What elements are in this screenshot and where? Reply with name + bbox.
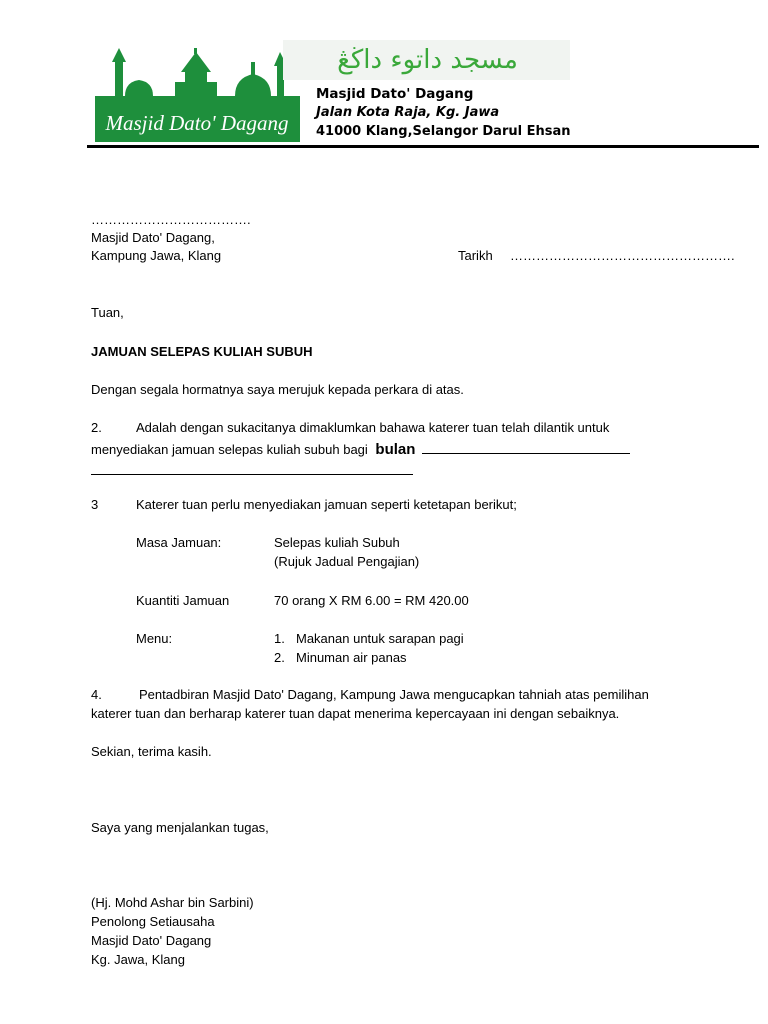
menu-item-2: Minuman air panas — [296, 650, 407, 665]
kuantiti-value: 70 orang X RM 6.00 = RM 420.00 — [274, 593, 469, 608]
para4-line2: katerer tuan dan berharap katerer tuan dapat menerima kepercayaan ini dengan sebaiknya. — [91, 706, 620, 721]
jawi-title: مسجد داتوء داڬڠ — [337, 45, 518, 75]
logo-caption: Masjid Dato' Dagang — [105, 111, 289, 135]
bulan-label: bulan — [375, 441, 416, 458]
menu-item-1: Makanan untuk sarapan pagi — [296, 631, 464, 646]
menu-label: Menu: — [136, 631, 173, 646]
header-mosque-name: Masjid Dato' Dagang — [316, 86, 474, 102]
header-address-line2: 41000 Klang,Selangor Darul Ehsan — [316, 124, 571, 139]
mosque-logo — [95, 48, 300, 142]
masa-label: Masa Jamuan: — [136, 535, 222, 550]
para3-text: Katerer tuan perlu menyediakan jamuan seperti ketetapan berikut; — [136, 497, 517, 512]
para2-line2 — [91, 441, 630, 458]
signatory-place: Kg. Jawa, Klang — [91, 952, 185, 967]
intro-paragraph: Dengan segala hormatnya saya merujuk kepada perkara di atas. — [91, 382, 464, 397]
para4-number: 4. — [91, 687, 102, 702]
kuantiti-label: Kuantiti Jamuan — [136, 593, 230, 608]
recipient-line2: Kampung Jawa, Klang — [91, 248, 222, 263]
blank-underline — [91, 474, 413, 475]
signatory-title: Penolong Setiausaha — [91, 914, 215, 929]
para4-line1: Pentadbiran Masjid Dato' Dagang, Kampung Jawa mengucapkan tahniah atas pemilihan — [139, 687, 649, 702]
sign-intro: Saya yang menjalankan tugas, — [91, 820, 269, 835]
para2-line1: Adalah dengan sukacitanya dimaklumkan bahawa katerer tuan telah dilantik untuk — [136, 420, 610, 435]
date-blank: ……………………………………………. — [510, 248, 735, 263]
para2-line2-text: menyediakan jamuan selepas kuliah subuh bagi — [91, 442, 368, 457]
subject-heading: JAMUAN SELEPAS KULIAH SUBUH — [91, 344, 313, 359]
header-divider — [87, 145, 759, 148]
recipient-line1: Masjid Dato' Dagang, — [91, 230, 215, 245]
menu-item-1-num: 1. — [274, 631, 285, 646]
salutation: Tuan, — [91, 305, 124, 320]
header-address-line1: Jalan Kota Raja, Kg. Jawa — [316, 105, 500, 120]
signatory-org: Masjid Dato' Dagang — [91, 933, 212, 948]
para3-number: 3 — [91, 497, 99, 512]
para2-number: 2. — [91, 420, 102, 435]
signatory-name: (Hj. Mohd Ashar bin Sarbini) — [91, 895, 254, 910]
masa-value2: (Rujuk Jadual Pengajian) — [274, 554, 420, 569]
masa-value1: Selepas kuliah Subuh — [274, 535, 400, 550]
menu-item-2-num: 2. — [274, 650, 285, 665]
closing: Sekian, terima kasih. — [91, 744, 212, 759]
recipient-blank: ………………………………. — [91, 212, 251, 227]
bulan-underline — [422, 441, 630, 454]
date-label: Tarikh — [458, 248, 493, 263]
